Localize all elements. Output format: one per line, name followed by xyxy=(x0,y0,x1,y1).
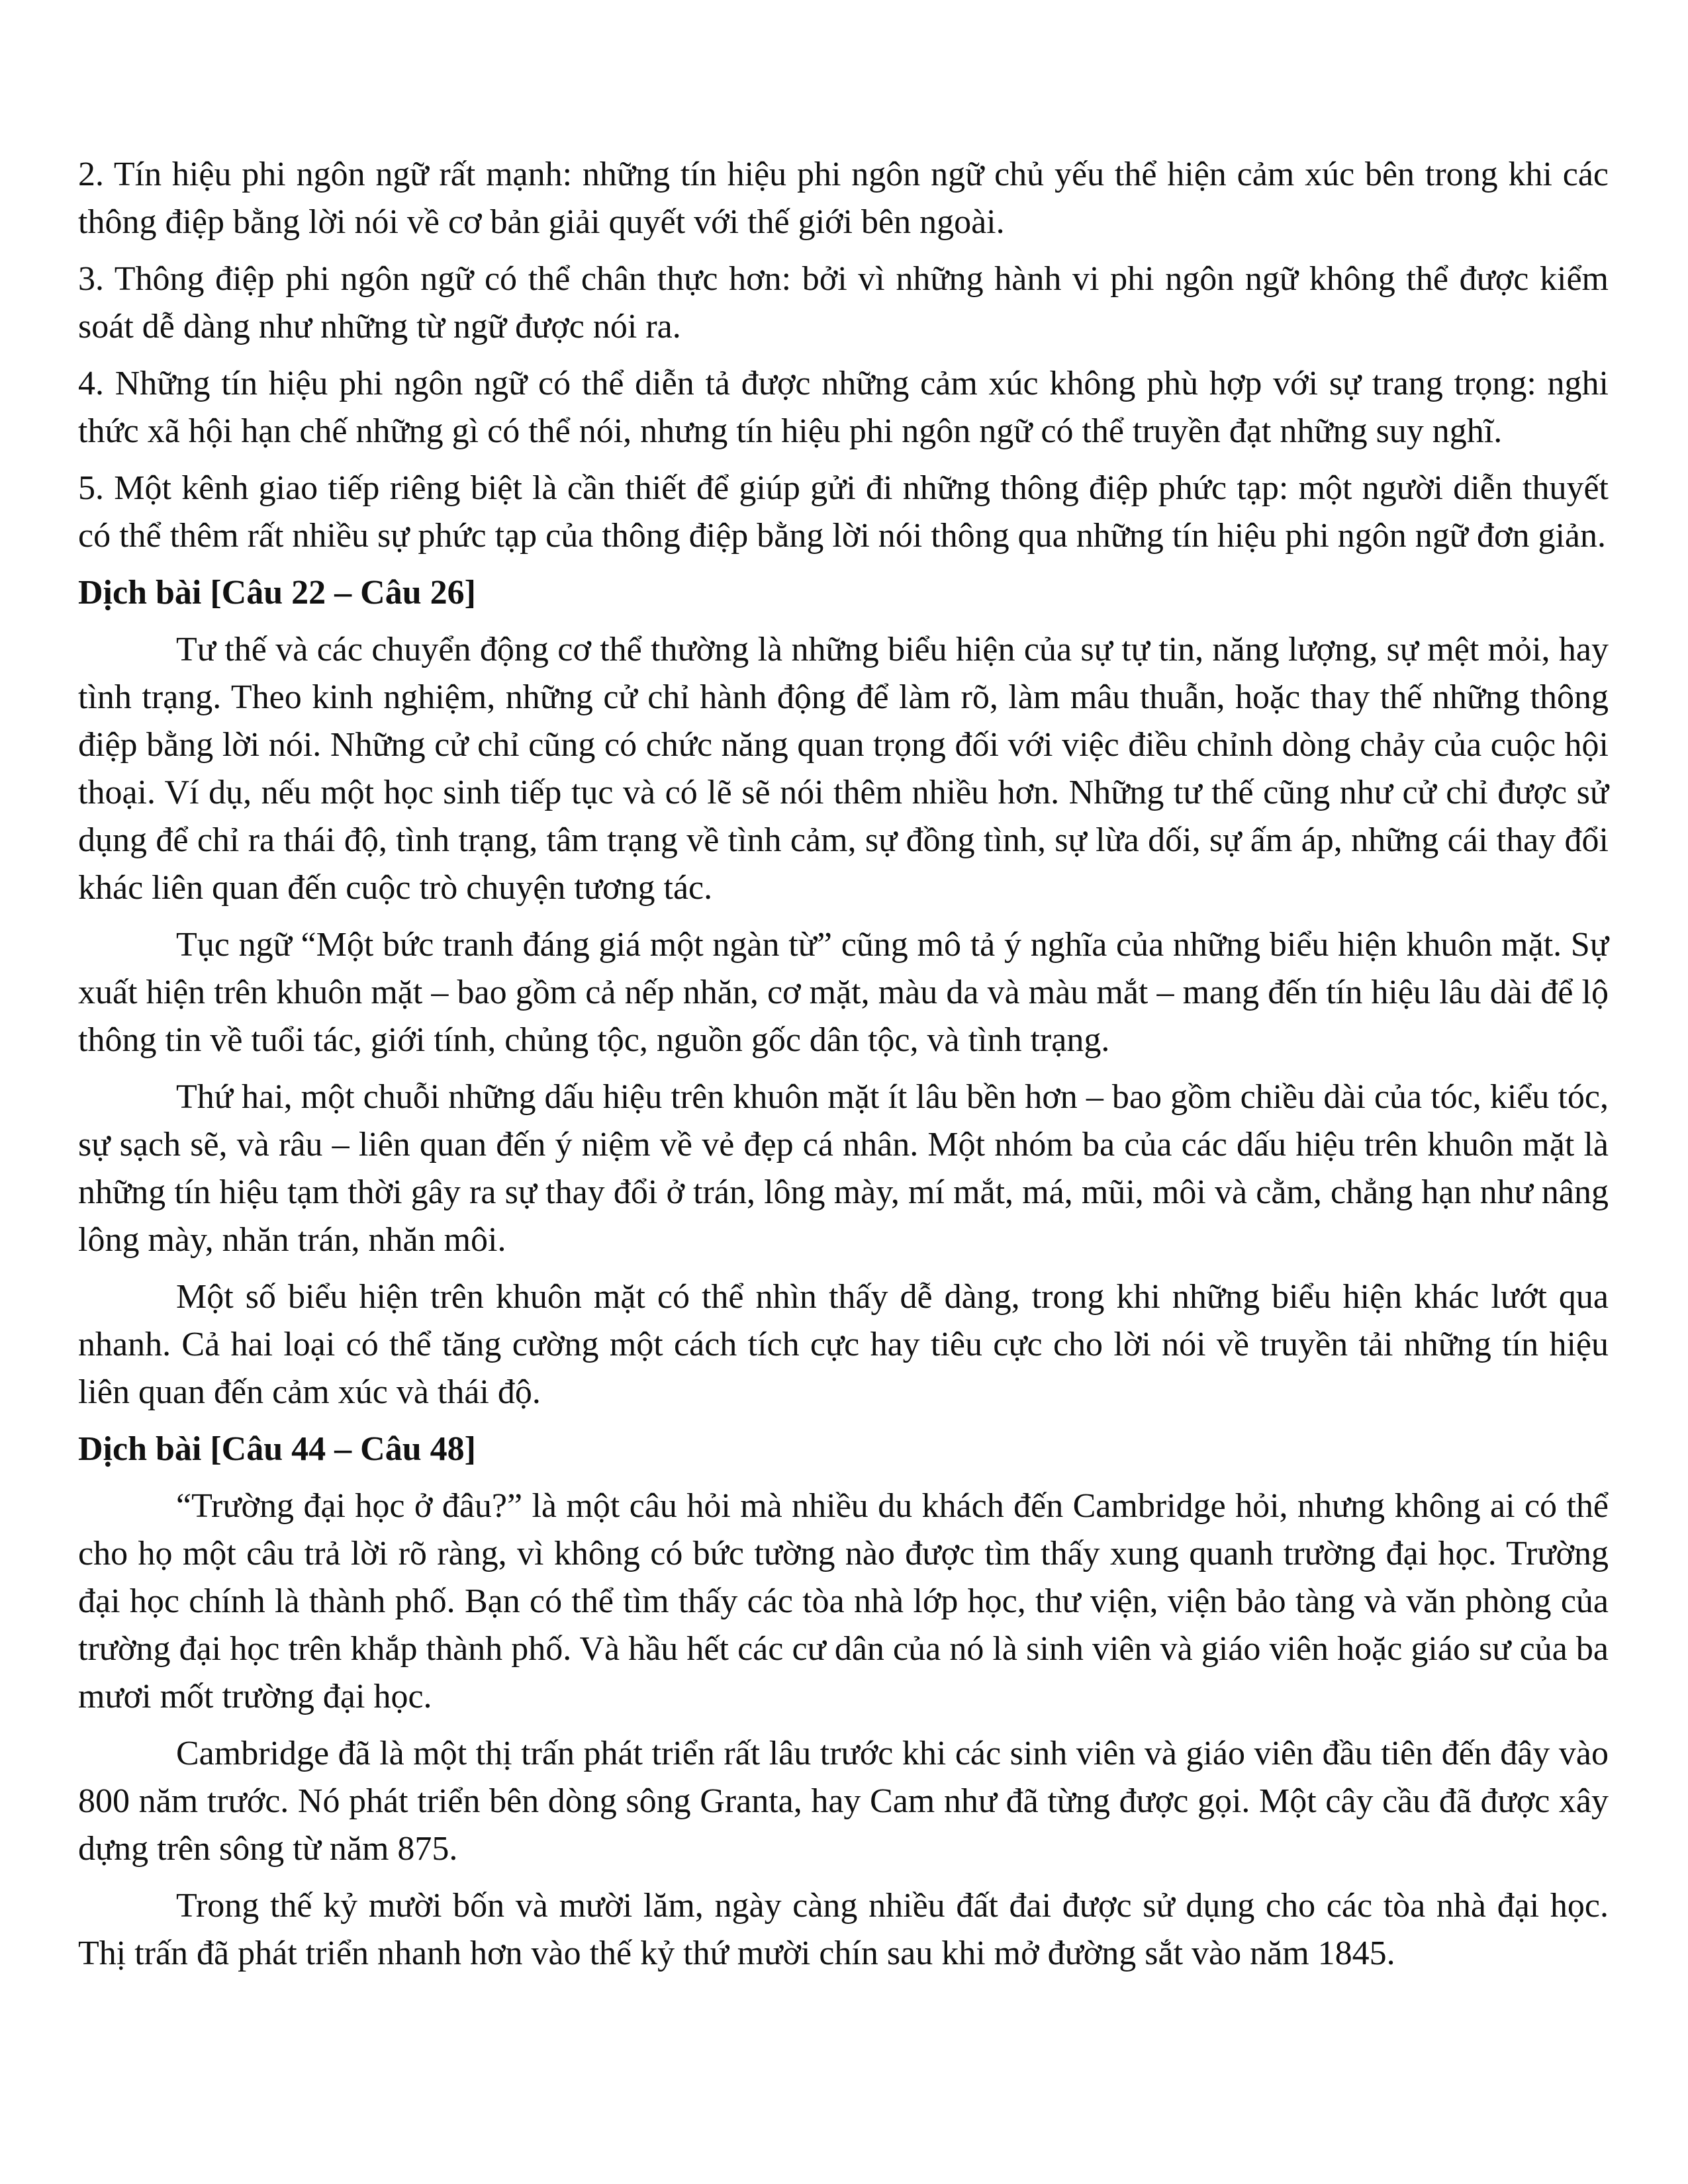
paragraph: Tư thế và các chuyển động cơ thể thường là những biểu hiện của sự tự tin, năng lượng, sự mệt mỏi, hay tình trạng. Theo kinh nghiệm, những cử chỉ hành động để làm rõ, làm mâu thuẫn, hoặc thay thế những thông điệp bằng lời nói. Những cử chỉ cũng có chức năng quan trọng đối với việc điều chỉnh dòng chảy của cuộc hội thoại. Ví dụ, nếu một học sinh tiếp tục và có lẽ sẽ nói thêm nhiều hơn. Những tư thế cũng như cử chỉ được sử dụng để chỉ ra thái độ, tình trạng, tâm trạng về tình cảm, sự đồng tình, sự lừa dối, sự ấm áp, những cái thay đổi khác liên quan đến cuộc trò chuyện tương tác. xyxy=(78,631,1609,907)
section-heading-cau-22-26: Dịch bài [Câu 22 – Câu 26] xyxy=(78,574,476,612)
paragraph: “Trường đại học ở đâu?” là một câu hỏi mà nhiều du khách đến Cambridge hỏi, nhưng không ai có thể cho họ một câu trả lời rõ ràng, vì không có bức tường nào được tìm thấy xung quanh trường đại học. Trường đại học chính là thành phố. Bạn có thể tìm thấy các tòa nhà lớp học, thư viện, viện bảo tàng và văn phòng của trường đại học trên khắp thành phố. Và hầu hết các cư dân của nó là sinh viên và giáo viên hoặc giáo sư của ba mươi mốt trường đại học. xyxy=(78,1487,1609,1715)
list-item-5: 5. Một kênh giao tiếp riêng biệt là cần thiết để giúp gửi đi những thông điệp phức tạp: một người diễn thuyết có thể thêm rất nhiều sự phức tạp của thông điệp bằng lời nói thông qua những tín hiệu phi ngôn ngữ đơn giản. xyxy=(78,469,1609,555)
paragraph: Trong thế kỷ mười bốn và mười lăm, ngày càng nhiều đất đai được sử dụng cho các tòa nhà đại học. Thị trấn đã phát triển nhanh hơn vào thế kỷ thứ mười chín sau khi mở đường sắt vào năm 1845. xyxy=(78,1887,1609,1972)
document-page xyxy=(78,151,1609,1987)
list-item-3: 3. Thông điệp phi ngôn ngữ có thể chân thực hơn: bởi vì những hành vi phi ngôn ngữ không thể được kiểm soát dễ dàng như những từ ngữ được nói ra. xyxy=(78,260,1609,345)
list-item-4: 4. Những tín hiệu phi ngôn ngữ có thể diễn tả được những cảm xúc không phù hợp với sự trang trọng: nghi thức xã hội hạn chế những gì có thể nói, nhưng tín hiệu phi ngôn ngữ có thể truyền đạt những suy nghĩ. xyxy=(78,365,1609,450)
paragraph: Thứ hai, một chuỗi những dấu hiệu trên khuôn mặt ít lâu bền hơn – bao gồm chiều dài của tóc, kiểu tóc, sự sạch sẽ, và râu – liên quan đến ý niệm về vẻ đẹp cá nhân. Một nhóm ba của các dấu hiệu trên khuôn mặt là những tín hiệu tạm thời gây ra sự thay đổi ở trán, lông mày, mí mắt, má, mũi, môi và cằm, chẳng hạn như nâng lông mày, nhăn trán, nhăn môi. xyxy=(78,1078,1609,1259)
section-heading-cau-44-48: Dịch bài [Câu 44 – Câu 48] xyxy=(78,1430,476,1468)
paragraph: Tục ngữ “Một bức tranh đáng giá một ngàn từ” cũng mô tả ý nghĩa của những biểu hiện khuôn mặt. Sự xuất hiện trên khuôn mặt – bao gồm cả nếp nhăn, cơ mặt, màu da và màu mắt – mang đến tín hiệu lâu dài để lộ thông tin về tuổi tác, giới tính, chủng tộc, nguồn gốc dân tộc, và tình trạng. xyxy=(78,926,1609,1059)
paragraph: Cambridge đã là một thị trấn phát triển rất lâu trước khi các sinh viên và giáo viên đầu tiên đến đây vào 800 năm trước. Nó phát triển bên dòng sông Granta, hay Cam như đã từng được gọi. Một cây cầu đã được xây dựng trên sông từ năm 875. xyxy=(78,1735,1609,1868)
paragraph: Một số biểu hiện trên khuôn mặt có thể nhìn thấy dễ dàng, trong khi những biểu hiện khác lướt qua nhanh. Cả hai loại có thể tăng cường một cách tích cực hay tiêu cực cho lời nói về truyền tải những tín hiệu liên quan đến cảm xúc và thái độ. xyxy=(78,1278,1609,1411)
list-item-2: 2. Tín hiệu phi ngôn ngữ rất mạnh: những tín hiệu phi ngôn ngữ chủ yếu thể hiện cảm xúc bên trong khi các thông điệp bằng lời nói về cơ bản giải quyết với thế giới bên ngoài. xyxy=(78,156,1609,241)
